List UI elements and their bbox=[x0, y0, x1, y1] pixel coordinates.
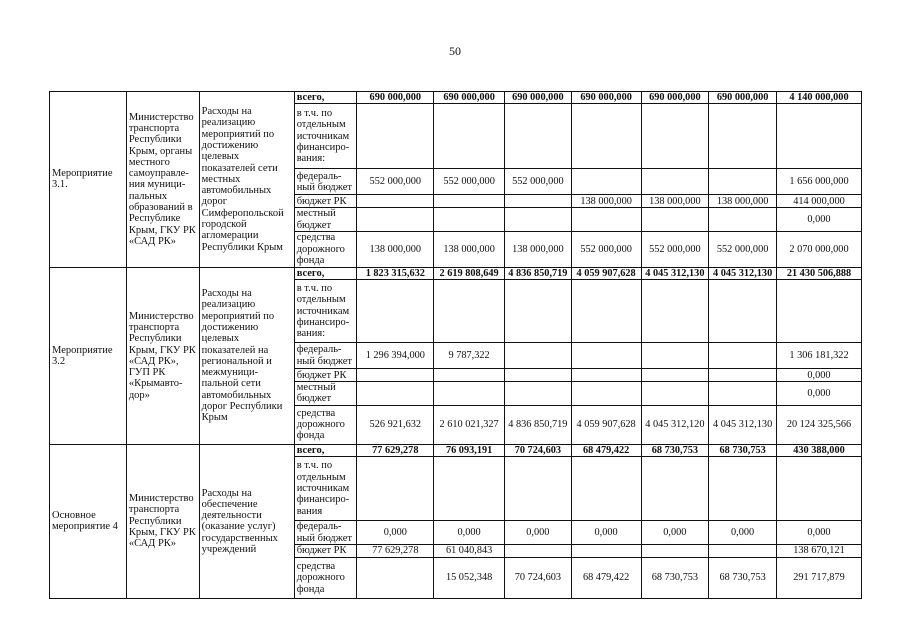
funding-source-cell: в т.ч. по отдельным источникам финансиро-вания bbox=[294, 457, 357, 521]
funding-source-cell: всего, bbox=[294, 92, 357, 104]
total-value-cell bbox=[777, 104, 862, 169]
funding-source-cell: местный бюджет bbox=[294, 208, 357, 232]
value-cell: 61 040,843 bbox=[434, 545, 505, 558]
expenses-cell: Расходы на реализацию мероприятий по достижению целевых показателей сети местных автомобильных дорог Симферопольской городской агломерации Республики Крым bbox=[199, 92, 294, 268]
value-cell: 138 000,000 bbox=[434, 231, 505, 267]
budget-table bbox=[49, 91, 862, 599]
value-cell bbox=[709, 369, 777, 382]
value-cell: 138 000,000 bbox=[505, 231, 572, 267]
table-row bbox=[50, 92, 862, 104]
value-cell bbox=[709, 280, 777, 343]
funding-source-cell: местный бюджет bbox=[294, 382, 357, 406]
executor-cell: Министерство транспорта Республики Крым, органы местного самоуправле-ния муници-пальных образований в Республике Крым, ГКУ РК «САД РК» bbox=[126, 92, 199, 268]
value-cell bbox=[641, 369, 709, 382]
value-cell bbox=[571, 382, 641, 406]
value-cell: 690 000,000 bbox=[505, 92, 572, 104]
value-cell bbox=[357, 558, 434, 599]
value-cell bbox=[505, 104, 572, 169]
value-cell: 138 000,000 bbox=[357, 231, 434, 267]
value-cell: 4 836 850,719 bbox=[505, 405, 572, 444]
total-value-cell bbox=[777, 280, 862, 343]
total-value-cell: 430 388,000 bbox=[777, 444, 862, 456]
executor-cell: Министерство транспорта Республики Крым, ГКУ РК «САД РК» bbox=[126, 444, 199, 598]
value-cell: 0,000 bbox=[709, 521, 777, 545]
value-cell bbox=[709, 208, 777, 232]
value-cell bbox=[357, 208, 434, 232]
value-cell: 2 610 021,327 bbox=[434, 405, 505, 444]
value-cell: 138 000,000 bbox=[571, 195, 641, 208]
value-cell bbox=[505, 457, 572, 521]
executor-cell: Министерство транспорта Республики Крым, ГКУ РК «САД РК», ГУП РК «Крымавто-дор» bbox=[126, 267, 199, 444]
value-cell bbox=[434, 104, 505, 169]
value-cell: 552 000,000 bbox=[641, 231, 709, 267]
value-cell: 1 296 394,000 bbox=[357, 343, 434, 369]
total-value-cell: 0,000 bbox=[777, 208, 862, 232]
value-cell: 138 000,000 bbox=[641, 195, 709, 208]
value-cell bbox=[357, 369, 434, 382]
value-cell: 690 000,000 bbox=[709, 92, 777, 104]
total-value-cell: 291 717,879 bbox=[777, 558, 862, 599]
funding-source-cell: федераль-ный бюджет bbox=[294, 521, 357, 545]
value-cell bbox=[641, 457, 709, 521]
total-value-cell bbox=[777, 457, 862, 521]
event-name-cell: Мероприятие 3.1. bbox=[50, 92, 127, 268]
value-cell: 4 045 312,130 bbox=[641, 267, 709, 279]
funding-source-cell: всего, bbox=[294, 267, 357, 279]
funding-source-cell: бюджет РК bbox=[294, 545, 357, 558]
value-cell: 68 730,753 bbox=[709, 558, 777, 599]
value-cell: 138 000,000 bbox=[709, 195, 777, 208]
value-cell bbox=[709, 169, 777, 195]
value-cell bbox=[571, 369, 641, 382]
value-cell bbox=[357, 195, 434, 208]
value-cell: 4 045 312,130 bbox=[709, 267, 777, 279]
value-cell: 552 000,000 bbox=[571, 231, 641, 267]
value-cell: 0,000 bbox=[434, 521, 505, 545]
value-cell: 68 730,753 bbox=[641, 444, 709, 456]
value-cell bbox=[357, 382, 434, 406]
value-cell bbox=[709, 382, 777, 406]
value-cell: 9 787,322 bbox=[434, 343, 505, 369]
event-name-cell: Основное мероприятие 4 bbox=[50, 444, 127, 598]
funding-source-cell: в т.ч. по отдельным источникам финансиро-вания: bbox=[294, 280, 357, 343]
value-cell: 552 000,000 bbox=[434, 169, 505, 195]
total-value-cell: 20 124 325,566 bbox=[777, 405, 862, 444]
value-cell bbox=[505, 545, 572, 558]
value-cell: 0,000 bbox=[641, 521, 709, 545]
value-cell: 552 000,000 bbox=[709, 231, 777, 267]
table-row bbox=[50, 267, 862, 279]
value-cell bbox=[709, 104, 777, 169]
value-cell bbox=[571, 343, 641, 369]
value-cell: 77 629,278 bbox=[357, 444, 434, 456]
value-cell: 68 479,422 bbox=[571, 558, 641, 599]
value-cell bbox=[571, 280, 641, 343]
value-cell: 4 059 907,628 bbox=[571, 267, 641, 279]
value-cell bbox=[434, 280, 505, 343]
value-cell: 70 724,603 bbox=[505, 558, 572, 599]
value-cell bbox=[571, 104, 641, 169]
value-cell bbox=[505, 382, 572, 406]
value-cell bbox=[641, 382, 709, 406]
value-cell bbox=[434, 382, 505, 406]
value-cell bbox=[505, 195, 572, 208]
value-cell: 1 823 315,632 bbox=[357, 267, 434, 279]
value-cell: 68 730,753 bbox=[641, 558, 709, 599]
value-cell: 15 052,348 bbox=[434, 558, 505, 599]
value-cell: 68 730,753 bbox=[709, 444, 777, 456]
value-cell bbox=[641, 104, 709, 169]
value-cell bbox=[434, 457, 505, 521]
value-cell bbox=[434, 369, 505, 382]
funding-source-cell: средства дорожного фонда bbox=[294, 558, 357, 599]
value-cell: 0,000 bbox=[505, 521, 572, 545]
value-cell bbox=[505, 369, 572, 382]
value-cell: 0,000 bbox=[571, 521, 641, 545]
value-cell bbox=[709, 457, 777, 521]
expenses-cell: Расходы на реализацию мероприятий по достижению целевых показателей на региональной и межмуници-пальной сети автомобильных дорог Республики Крым bbox=[199, 267, 294, 444]
total-value-cell: 414 000,000 bbox=[777, 195, 862, 208]
funding-source-cell: федераль-ный бюджет bbox=[294, 169, 357, 195]
value-cell: 2 619 808,649 bbox=[434, 267, 505, 279]
value-cell: 552 000,000 bbox=[357, 169, 434, 195]
value-cell bbox=[505, 343, 572, 369]
value-cell: 4 836 850,719 bbox=[505, 267, 572, 279]
funding-source-cell: в т.ч. по отдельным источникам финансиро-вания: bbox=[294, 104, 357, 169]
value-cell bbox=[641, 208, 709, 232]
total-value-cell: 138 670,121 bbox=[777, 545, 862, 558]
total-value-cell: 4 140 000,000 bbox=[777, 92, 862, 104]
value-cell: 4 045 312,120 bbox=[641, 405, 709, 444]
value-cell bbox=[505, 280, 572, 343]
value-cell: 690 000,000 bbox=[641, 92, 709, 104]
total-value-cell: 2 070 000,000 bbox=[777, 231, 862, 267]
total-value-cell: 0,000 bbox=[777, 382, 862, 406]
value-cell bbox=[571, 208, 641, 232]
funding-source-cell: средства дорожного фонда bbox=[294, 405, 357, 444]
value-cell: 690 000,000 bbox=[434, 92, 505, 104]
value-cell: 690 000,000 bbox=[357, 92, 434, 104]
page-number: 50 bbox=[449, 44, 461, 58]
value-cell bbox=[641, 343, 709, 369]
value-cell: 526 921,632 bbox=[357, 405, 434, 444]
funding-source-cell: федераль-ный бюджет bbox=[294, 343, 357, 369]
value-cell bbox=[641, 545, 709, 558]
event-name-cell: Мероприятие 3.2 bbox=[50, 267, 127, 444]
value-cell bbox=[357, 280, 434, 343]
value-cell: 552 000,000 bbox=[505, 169, 572, 195]
total-value-cell: 0,000 bbox=[777, 521, 862, 545]
funding-source-cell: бюджет РК bbox=[294, 195, 357, 208]
value-cell bbox=[709, 545, 777, 558]
funding-source-cell: средства дорожного фонда bbox=[294, 231, 357, 267]
total-value-cell: 0,000 bbox=[777, 369, 862, 382]
value-cell bbox=[709, 343, 777, 369]
value-cell bbox=[641, 169, 709, 195]
value-cell bbox=[641, 280, 709, 343]
value-cell: 76 093,191 bbox=[434, 444, 505, 456]
value-cell: 4 045 312,130 bbox=[709, 405, 777, 444]
value-cell: 68 479,422 bbox=[571, 444, 641, 456]
value-cell bbox=[357, 104, 434, 169]
total-value-cell: 21 430 506,888 bbox=[777, 267, 862, 279]
funding-source-cell: всего, bbox=[294, 444, 357, 456]
value-cell: 690 000,000 bbox=[571, 92, 641, 104]
expenses-cell: Расходы на обеспечение деятельности (оказание услуг) государственных учреждений bbox=[199, 444, 294, 598]
value-cell bbox=[571, 457, 641, 521]
total-value-cell: 1 656 000,000 bbox=[777, 169, 862, 195]
value-cell bbox=[505, 208, 572, 232]
total-value-cell: 1 306 181,322 bbox=[777, 343, 862, 369]
value-cell: 0,000 bbox=[357, 521, 434, 545]
value-cell bbox=[434, 208, 505, 232]
value-cell: 77 629,278 bbox=[357, 545, 434, 558]
value-cell bbox=[571, 169, 641, 195]
table-row bbox=[50, 444, 862, 456]
value-cell: 4 059 907,628 bbox=[571, 405, 641, 444]
value-cell bbox=[571, 545, 641, 558]
value-cell: 70 724,603 bbox=[505, 444, 572, 456]
value-cell bbox=[357, 457, 434, 521]
value-cell bbox=[434, 195, 505, 208]
funding-source-cell: бюджет РК bbox=[294, 369, 357, 382]
